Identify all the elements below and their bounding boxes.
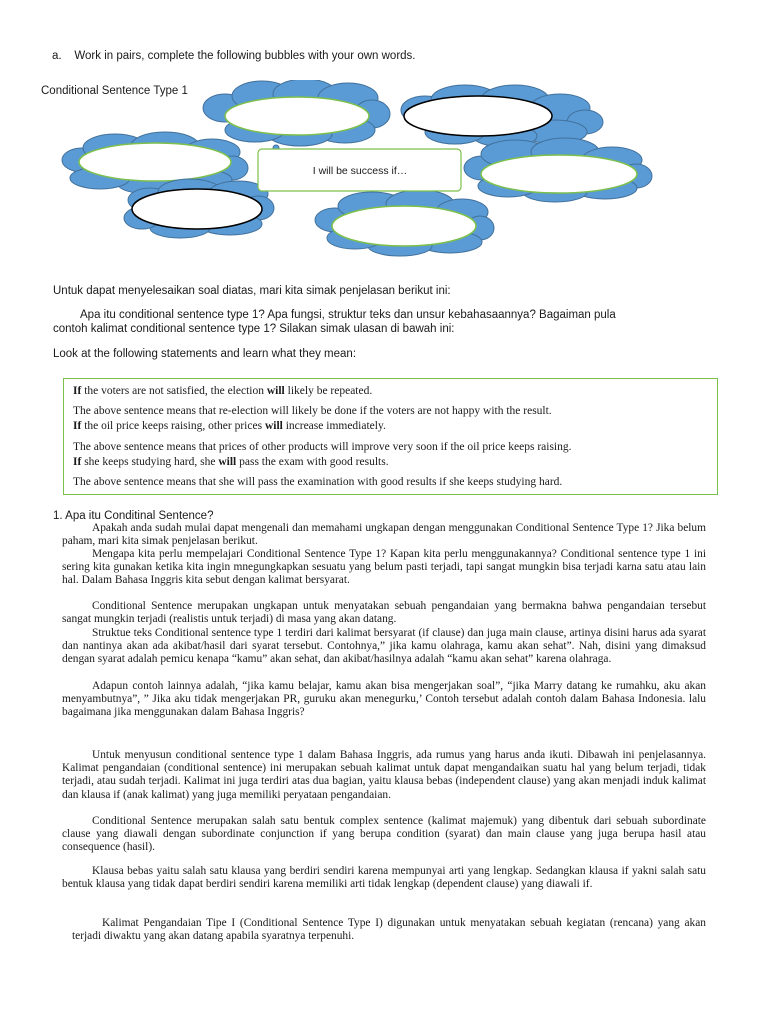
cloud-top-right[interactable] xyxy=(401,85,603,147)
examples-box xyxy=(63,378,718,495)
cloud-bottom-left[interactable] xyxy=(124,179,274,238)
section2-paragraph: Conditional Sentence merupakan salah satu bentuk complex sentence (kalimat majemuk) yang dibentuk dari sebuah subordinate clause yang diawali dengan subordinate conjunction if yang berupa condition (syarat) dan main clause yang juga berupa hasil atau consequence (hasil). xyxy=(62,815,706,854)
intro-question-line-1: Apa itu conditional sentence type 1? Apa fungsi, struktur teks dan unsur kebahasaannya? Bagaiman pula xyxy=(80,309,616,321)
section1-paragraph: Adapun contoh lainnya adalah, “jika kamu belajar, kamu akan bisa mengerjakan soal”, “jika Marry datang ke rumahku, aku akan menyambutnya”, ” Jika aku tidak mengerjakan PR, guruku akan menegurku,’ Contoh tersebut adalah contoh dalam Bahasa Indonesia. lalu bagaimana jika menggunakan dalam Bahasa Inggris? xyxy=(62,680,706,719)
bubbles-diagram xyxy=(0,80,768,270)
cloud-bottom-center[interactable] xyxy=(315,190,494,256)
example-sentence: If the oil price keeps raising, other prices will increase immediately. xyxy=(73,420,386,432)
example-meaning: The above sentence means that prices of other products will improve very soon if the oil price keeps raising. xyxy=(73,441,572,453)
section1-paragraph: Apakah anda sudah mulai dapat mengenali dan memahami ungkapan dengan menggunakan Conditional Sentence Type 1? Jika belum paham, mari kita simak penjelasan berikut. xyxy=(62,522,706,548)
example-meaning: The above sentence means that she will pass the examination with good results if she keeps studying hard. xyxy=(73,476,563,488)
cloud-middle-right[interactable] xyxy=(464,138,652,202)
section2-paragraph: Kalimat Pengandaian Tipe I (Conditional Sentence Type I) digunakan untuk menyatakan sebuah kegiatan (rencana) yang akan terjadi diwaktu yang akan datang apabila syaratnya terpenuhi. xyxy=(72,917,706,943)
task-instruction xyxy=(52,49,416,63)
intro-question-line-2: contoh kalimat conditional sentence type 1? Silakan simak ulasan di bawah ini: xyxy=(53,323,455,335)
section2-paragraph: Klausa bebas yaitu salah satu klausa yang berdiri sendiri karena mempunyai arti yang lengkap. Sedangkan klausa if yakni salah satu bentuk klausa yang tidak dapat berdiri sendiri karena memiliki arti tidak lengkap (dependent clause) yang diawali if. xyxy=(62,865,706,891)
section1-paragraph: Struktue teks Conditional sentence type 1 terdiri dari kalimat bersyarat (if clause) dan juga main clause, artinya disini harus ada syarat dan nantinya akan ada akibat/hasil dari syarat tersebut. Contohnya,” jika kamu olahraga, kamu akan sehat”. Nah, disini yang dimaksud dengan syarat adalah pemicu kenapa “kamu” akan sehat, dan akibat/hasilnya adalah “kamu akan sehat” karena olahraga. xyxy=(62,627,706,666)
look-statement: Look at the following statements and learn what they mean: xyxy=(53,348,357,360)
example-sentence: If she keeps studying hard, she will pass the exam with good results. xyxy=(73,456,389,468)
section2-paragraph: Untuk menyusun conditional sentence type 1 dalam Bahasa Inggris, ada rumus yang harus anda ikuti. Dibawah ini penjelasannya. Kalimat pengandaian (conditional sentence) ini merupakan sebuah kalimat untuk dapat mengandaikan suatu hal yang belum terjadi, tidak terjadi, atau sudah terjadi. Kalimat ini juga terdiri atas dua bagian, yaitu klausa bebas (independent clause) yang akan menjadi induk kalimat dan klausa if (anak kalimat) yang juga memiliki peryataan pengandaian. xyxy=(62,749,706,801)
intro-lead: Untuk dapat menyelesaikan soal diatas, mari kita simak penjelasan berikut ini: xyxy=(53,285,451,297)
task-marker: a. xyxy=(52,50,62,62)
center-box-text: I will be success if… xyxy=(312,165,408,177)
section-title: Conditional Sentence Type 1 xyxy=(41,85,188,97)
section1-paragraph: Mengapa kita perlu mempelajari Conditional Sentence Type 1? Kapan kita perlu menggunakannya? Conditional sentence type 1 ini sering kita gunakan ketika kita ingin mnegungkapkan sesuatu yang belum pasti terjadi, tapi sangat mungkin bisa terjadi karna satu atau lain hal. Dalam Bahasa Inggris kita sebut dengan kalimat bersyarat. xyxy=(62,548,706,587)
section1-heading: 1. Apa itu Conditinal Sentence? xyxy=(53,510,214,522)
example-meaning: The above sentence means that re-election will likely be done if the voters are not happy with the result. xyxy=(73,405,552,417)
section1-paragraph: Conditional Sentence merupakan ungkapan untuk menyatakan sebuah pengandaian yang bermakna bahwa pengandaian tersebut sangat mungkin terjadi (realistis untuk terjadi) di masa yang akan datang. xyxy=(62,600,706,626)
example-sentence: If the voters are not satisfied, the election will likely be repeated. xyxy=(73,385,373,397)
task-text: Work in pairs, complete the following bubbles with your own words. xyxy=(74,50,416,62)
